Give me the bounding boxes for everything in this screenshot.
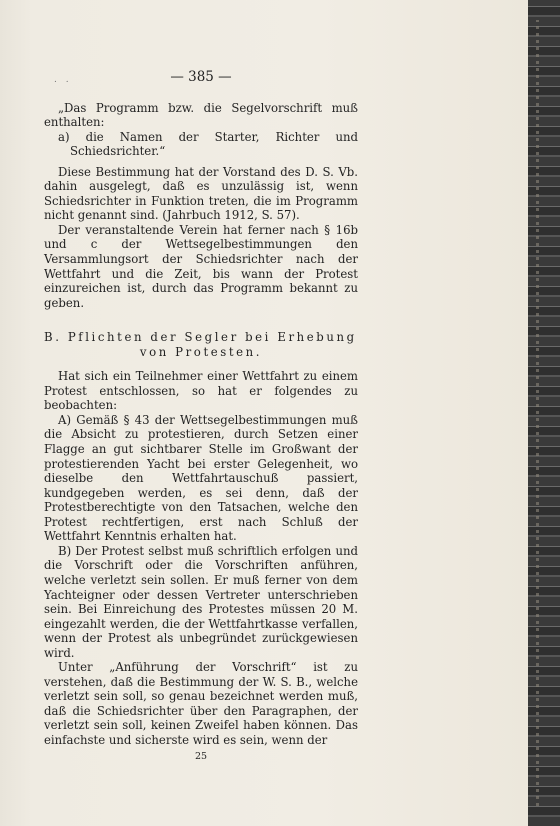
section-heading-line-2: von Protesten. [139,344,263,359]
page-content [44,70,358,764]
margin-mark: . . [54,75,72,85]
paragraph-programm-intro: „Das Programm bzw. die Segelvorschrift muß enthalten: [44,100,358,130]
book-page-edge [528,0,560,826]
paragraph-b-protest: B) Der Protest selbst muß schriftlich erfolgen und die Vorschrift oder die Vorschriften anführen, welche verletzt sein sollen. Er muß ferner von dem Yachteigner oder dessen Vertreter unterschrieben sein. Bei Einreichung des Protestes müssen 20 M. eingezahlt werden, die der Wettfahrtkasse verfallen, wenn der Protest als unbegründet zurückgewiesen wird. [44,543,358,660]
paragraph-teilnehmer: Hat sich ein Teilnehmer einer Wettfahrt zu einem Protest entschlossen, so hat er folgendes zu beobachten: [44,369,358,413]
paragraph-verein: Der veranstaltende Verein hat ferner nach § 16b und c der Wettsegelbestimmungen den Versammlungsort der Schiedsrichter nach der Wettfahrt und die Zeit, bis wann der Protest einzureichen ist, durch das Programm bekannt zu geben. [44,222,358,310]
page-edge-stitching [536,20,539,806]
signature-mark: 25 [194,750,208,762]
page-number: — 385 — [170,69,232,85]
paragraph-a-absicht: A) Gemäß § 43 der Wettsegelbestimmungen muß die Absicht zu protestieren, durch Setzen einer Flagge an gut sichtbarer Stelle im Großwant der protestierenden Yacht bei erster Gelegenheit, wo dieselbe den Wettfahrtauschuß passiert, kundgegeben werden, es sei denn, daß der Protestberechtigte von den Tatsachen, welche den Protest rechtfertigen, erst nach Schluß der Wettfahrt Kenntnis erhalten hat. [44,412,358,544]
section-heading: B. Pflichten der Segler bei Erhebung [44,330,357,345]
list-item-a: a) die Namen der Starter, Richter und Schiedsrichter.“ [58,129,358,159]
paragraph-anfuehrung: Unter „Anführung der Vorschrift“ ist zu verstehen, daß die Bestimmung der W. S. B., welche verletzt sein soll, so genau bezeichnet werden muß, daß die Schiedsrichter über den Paragraphen, der verletzt sein soll, keinen Zweifel haben können. Das einfachste und sicherste wird es sein, wenn der [44,660,358,747]
paragraph-bestimmung: Diese Bestimmung hat der Vorstand des D. S. Vb. dahin ausgelegt, daß es unzulässig ist, wenn Schiedsrichter in Funktion treten, die im Programm nicht genannt sind. (Jahrbuch 1912, S. 57). [44,164,358,223]
